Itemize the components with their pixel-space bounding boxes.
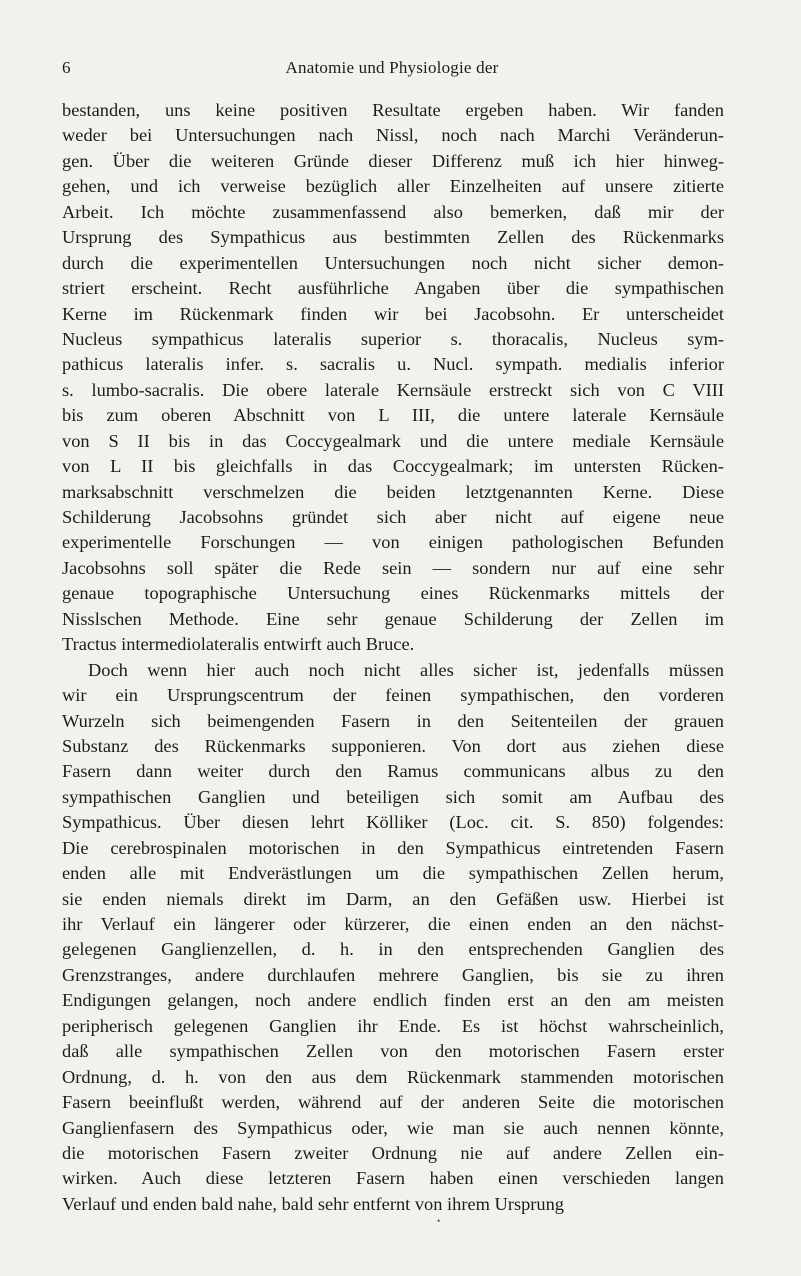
text-line: Ganglienfasern des Sympathicus oder, wie man sie auch nennen könnte,: [62, 1117, 724, 1138]
text-line: Endigungen gelangen, noch andere endlich finden erst an den am meisten: [62, 990, 724, 1011]
text-line: Nucleus sympathicus lateralis superior s. thoracalis, Nucleus sym-: [62, 328, 724, 349]
text-line: Die cerebrospinalen motorischen in den Sympathicus eintretenden Fasern: [62, 837, 724, 858]
text-line: wir ein Ursprungscentrum der feinen sympathischen, den vorderen: [62, 685, 724, 706]
text-line: von L II bis gleichfalls in das Coccygealmark; im untersten Rücken-: [62, 456, 724, 477]
text-line: daß alle sympathischen Zellen von den motorischen Fasern erster: [62, 1041, 724, 1062]
text-line: marksabschnitt verschmelzen die beiden letztgenannten Kerne. Diese: [62, 481, 724, 502]
text-line: durch die experimentellen Untersuchungen noch nicht sicher demon-: [62, 252, 724, 273]
text-line: ihr Verlauf ein längerer oder kürzerer, die einen enden an den nächst-: [62, 914, 724, 934]
text-line: s. lumbo-sacralis. Die obere laterale Kernsäule erstreckt sich von C VIII: [62, 379, 724, 400]
text-line: sie enden niemals direkt im Darm, an den Gefäßen usw. Hierbei ist: [62, 888, 724, 909]
text-line: die motorischen Fasern zweiter Ordnung nie auf andere Zellen ein-: [62, 1142, 724, 1163]
text-line: peripherisch gelegenen Ganglien ihr Ende. Es ist höchst wahrscheinlich,: [62, 1015, 724, 1036]
text-line: Fasern beeinflußt werden, während auf der anderen Seite die motorischen: [62, 1092, 724, 1113]
text-line: Nisslschen Methode. Eine sehr genaue Schilderung der Zellen im: [62, 608, 724, 629]
text-line: bestanden, uns keine positiven Resultate ergeben haben. Wir fanden: [62, 100, 724, 120]
text-line: Ordnung, d. h. von den aus dem Rückenmark stammenden motorischen: [62, 1066, 724, 1087]
running-head: Anatomie und Physiologie der: [285, 58, 499, 77]
text-line: Wurzeln sich beimengenden Fasern in den Seitenteilen der grauen: [62, 710, 724, 731]
text-line: pathicus lateralis infer. s. sacralis u. Nucl. sympath. medialis inferior: [62, 354, 724, 375]
text-line: Kerne im Rückenmark finden wir bei Jacobsohn. Er unterscheidet: [62, 303, 724, 324]
text-line: Sympathicus. Über diesen lehrt Kölliker (Loc. cit. S. 850) folgendes:: [62, 812, 724, 833]
page-number: 6: [62, 58, 71, 77]
text-line: weder bei Untersuchungen nach Nissl, noch nach Marchi Veränderun-: [62, 125, 724, 146]
text-line: Schilderung Jacobsohns gründet sich aber nicht auf eigene neue: [62, 507, 724, 527]
text-line: Fasern dann weiter durch den Ramus communicans albus zu den: [62, 761, 724, 782]
text-line: gehen, und ich verweise bezüglich aller Einzelheiten auf unsere zitierte: [62, 176, 724, 197]
text-line: Jacobsohns soll später die Rede sein — sondern nur auf eine sehr: [62, 557, 724, 578]
text-line: gen. Über die weiteren Gründe dieser Differenz muß ich hier hinweg-: [62, 150, 724, 171]
text-line: Verlauf und enden bald nahe, bald sehr entfernt von ihrem Ursprung: [62, 1193, 565, 1214]
text-line: Ursprung des Sympathicus aus bestimmten Zellen des Rückenmarks: [62, 227, 724, 248]
footer-mark: •: [437, 1216, 441, 1226]
text-line: Tractus intermediolateralis entwirft auch Bruce.: [62, 634, 415, 655]
body-text: [62, 98, 724, 1217]
text-line: striert erscheint. Recht ausführliche Angaben über die sympathischen: [62, 278, 724, 299]
text-line: wirken. Auch diese letzteren Fasern haben einen verschieden langen: [62, 1168, 724, 1189]
text-line: von S II bis in das Coccygealmark und die untere mediale Kernsäule: [62, 430, 724, 451]
text-line: experimentelle Forschungen — von einigen pathologischen Befunden: [62, 532, 724, 553]
page-header: [62, 58, 722, 82]
text-line: gelegenen Ganglienzellen, d. h. in den entsprechenden Ganglien des: [62, 939, 724, 960]
text-line: enden alle mit Endverästlungen um die sympathischen Zellen herum,: [62, 863, 724, 884]
text-line: Substanz des Rückenmarks supponieren. Von dort aus ziehen diese: [62, 735, 724, 756]
text-line: Grenzstranges, andere durchlaufen mehrere Ganglien, bis sie zu ihren: [62, 964, 724, 985]
text-line: sympathischen Ganglien und beteiligen sich somit am Aufbau des: [62, 786, 724, 807]
text-line: Doch wenn hier auch noch nicht alles sicher ist, jedenfalls müssen: [88, 659, 724, 680]
text-line: Arbeit. Ich möchte zusammenfassend also bemerken, daß mir der: [62, 201, 724, 222]
text-line: bis zum oberen Abschnitt von L III, die untere laterale Kernsäule: [62, 405, 724, 426]
text-line: genaue topographische Untersuchung eines Rückenmarks mittels der: [62, 583, 724, 604]
